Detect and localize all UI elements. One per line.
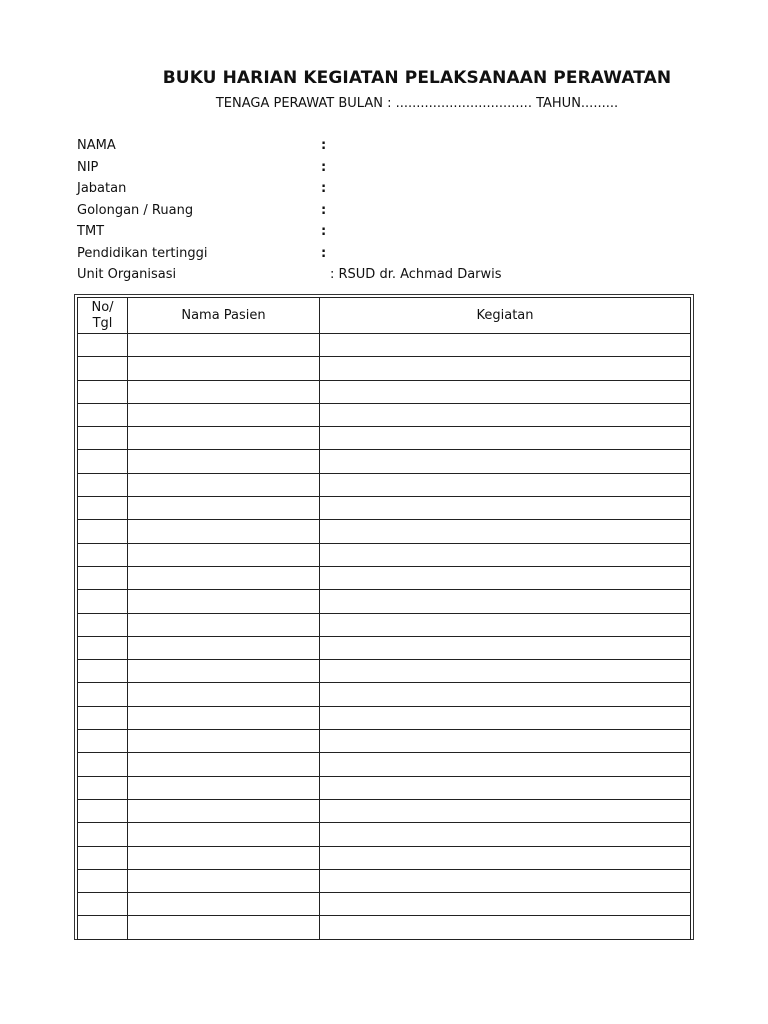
cell-no-tgl[interactable] bbox=[78, 613, 128, 636]
field-colon: : bbox=[321, 245, 327, 261]
header-kegiatan: Kegiatan bbox=[320, 298, 691, 334]
field-row-nama bbox=[77, 135, 697, 157]
cell-nama-pasien[interactable] bbox=[128, 683, 320, 706]
table-row bbox=[78, 450, 691, 473]
field-colon: : bbox=[321, 159, 327, 175]
cell-kegiatan[interactable] bbox=[320, 730, 691, 753]
header-tgl-label: Tgl bbox=[92, 315, 113, 331]
table-row bbox=[78, 427, 691, 450]
cell-kegiatan[interactable] bbox=[320, 660, 691, 683]
field-value[interactable]: : RSUD dr. Achmad Darwis bbox=[330, 267, 502, 282]
cell-kegiatan[interactable] bbox=[320, 636, 691, 659]
cell-kegiatan[interactable] bbox=[320, 893, 691, 916]
cell-kegiatan[interactable] bbox=[320, 776, 691, 799]
table-header-row bbox=[78, 298, 691, 334]
cell-kegiatan[interactable] bbox=[320, 357, 691, 380]
table-row bbox=[78, 660, 691, 683]
cell-kegiatan[interactable] bbox=[320, 799, 691, 822]
cell-no-tgl[interactable] bbox=[78, 636, 128, 659]
table-row bbox=[78, 497, 691, 520]
field-row-golongan bbox=[77, 200, 697, 222]
cell-kegiatan[interactable] bbox=[320, 823, 691, 846]
cell-nama-pasien[interactable] bbox=[128, 660, 320, 683]
cell-no-tgl[interactable] bbox=[78, 846, 128, 869]
field-row-nip bbox=[77, 157, 697, 179]
cell-nama-pasien[interactable] bbox=[128, 823, 320, 846]
cell-nama-pasien[interactable] bbox=[128, 403, 320, 426]
table-row bbox=[78, 823, 691, 846]
table-row bbox=[78, 566, 691, 589]
field-colon: : bbox=[321, 181, 327, 196]
table-row bbox=[78, 869, 691, 892]
cell-no-tgl[interactable] bbox=[78, 450, 128, 473]
cell-nama-pasien[interactable] bbox=[128, 520, 320, 543]
header-nama-pasien: Nama Pasien bbox=[128, 298, 320, 334]
cell-nama-pasien[interactable] bbox=[128, 753, 320, 776]
field-label: NAMA bbox=[77, 138, 116, 153]
cell-kegiatan[interactable] bbox=[320, 520, 691, 543]
cell-nama-pasien[interactable] bbox=[128, 730, 320, 753]
document-title: BUKU HARIAN KEGIATAN PELAKSANAAN PERAWATAN bbox=[162, 68, 672, 88]
cell-no-tgl[interactable] bbox=[78, 403, 128, 426]
table-row bbox=[78, 893, 691, 916]
cell-no-tgl[interactable] bbox=[78, 869, 128, 892]
cell-nama-pasien[interactable] bbox=[128, 566, 320, 589]
cell-no-tgl[interactable] bbox=[78, 590, 128, 613]
cell-nama-pasien[interactable] bbox=[128, 916, 320, 939]
field-colon: : bbox=[321, 202, 327, 218]
cell-no-tgl[interactable] bbox=[78, 566, 128, 589]
activity-log-table-frame bbox=[74, 294, 694, 940]
field-row-tmt bbox=[77, 221, 697, 243]
cell-nama-pasien[interactable] bbox=[128, 334, 320, 357]
cell-kegiatan[interactable] bbox=[320, 916, 691, 939]
cell-kegiatan[interactable] bbox=[320, 543, 691, 566]
cell-no-tgl[interactable] bbox=[78, 427, 128, 450]
field-label: Golongan / Ruang bbox=[77, 202, 194, 218]
header-no-tgl bbox=[78, 298, 128, 334]
field-row-pendidikan bbox=[77, 243, 697, 265]
cell-kegiatan[interactable] bbox=[320, 683, 691, 706]
table-row bbox=[78, 357, 691, 380]
cell-no-tgl[interactable] bbox=[78, 683, 128, 706]
cell-nama-pasien[interactable] bbox=[128, 543, 320, 566]
cell-no-tgl[interactable] bbox=[78, 660, 128, 683]
cell-kegiatan[interactable] bbox=[320, 334, 691, 357]
cell-nama-pasien[interactable] bbox=[128, 450, 320, 473]
field-colon: : bbox=[321, 224, 327, 239]
cell-no-tgl[interactable] bbox=[78, 799, 128, 822]
cell-kegiatan[interactable] bbox=[320, 497, 691, 520]
field-label: NIP bbox=[77, 159, 99, 175]
field-label: Unit Organisasi bbox=[77, 267, 177, 282]
table-row bbox=[78, 473, 691, 496]
table-row bbox=[78, 613, 691, 636]
table-row bbox=[78, 730, 691, 753]
identity-fields bbox=[77, 135, 697, 286]
cell-nama-pasien[interactable] bbox=[128, 846, 320, 869]
field-row-jabatan bbox=[77, 178, 697, 200]
table-row bbox=[78, 543, 691, 566]
table-row bbox=[78, 753, 691, 776]
field-colon: : bbox=[321, 138, 327, 153]
cell-no-tgl[interactable] bbox=[78, 730, 128, 753]
cell-kegiatan[interactable] bbox=[320, 753, 691, 776]
table-row bbox=[78, 590, 691, 613]
table-row bbox=[78, 334, 691, 357]
cell-no-tgl[interactable] bbox=[78, 473, 128, 496]
table-row bbox=[78, 916, 691, 939]
cell-nama-pasien[interactable] bbox=[128, 357, 320, 380]
cell-no-tgl[interactable] bbox=[78, 520, 128, 543]
cell-kegiatan[interactable] bbox=[320, 590, 691, 613]
cell-nama-pasien[interactable] bbox=[128, 706, 320, 729]
cell-kegiatan[interactable] bbox=[320, 613, 691, 636]
cell-nama-pasien[interactable] bbox=[128, 427, 320, 450]
cell-nama-pasien[interactable] bbox=[128, 776, 320, 799]
cell-kegiatan[interactable] bbox=[320, 380, 691, 403]
cell-nama-pasien[interactable] bbox=[128, 473, 320, 496]
cell-kegiatan[interactable] bbox=[320, 846, 691, 869]
field-row-unit-organisasi bbox=[77, 264, 697, 286]
cell-no-tgl[interactable] bbox=[78, 776, 128, 799]
cell-no-tgl[interactable] bbox=[78, 357, 128, 380]
cell-no-tgl[interactable] bbox=[78, 543, 128, 566]
cell-nama-pasien[interactable] bbox=[128, 380, 320, 403]
table-row bbox=[78, 776, 691, 799]
cell-kegiatan[interactable] bbox=[320, 427, 691, 450]
field-label: TMT bbox=[77, 224, 105, 239]
field-label: Jabatan bbox=[77, 181, 127, 196]
header-no-label: No/ bbox=[91, 299, 114, 315]
cell-kegiatan[interactable] bbox=[320, 706, 691, 729]
cell-nama-pasien[interactable] bbox=[128, 869, 320, 892]
cell-no-tgl[interactable] bbox=[78, 753, 128, 776]
cell-kegiatan[interactable] bbox=[320, 869, 691, 892]
table-body bbox=[78, 334, 691, 940]
cell-no-tgl[interactable] bbox=[78, 823, 128, 846]
cell-no-tgl[interactable] bbox=[78, 497, 128, 520]
table-row bbox=[78, 683, 691, 706]
cell-no-tgl[interactable] bbox=[78, 893, 128, 916]
cell-nama-pasien[interactable] bbox=[128, 497, 320, 520]
document-subtitle: TENAGA PERAWAT BULAN : ................................. TAHUN......... bbox=[215, 96, 619, 111]
cell-no-tgl[interactable] bbox=[78, 334, 128, 357]
cell-nama-pasien[interactable] bbox=[128, 893, 320, 916]
cell-nama-pasien[interactable] bbox=[128, 799, 320, 822]
table-row bbox=[78, 706, 691, 729]
cell-no-tgl[interactable] bbox=[78, 380, 128, 403]
cell-kegiatan[interactable] bbox=[320, 473, 691, 496]
activity-log-table bbox=[77, 297, 691, 940]
field-label: Pendidikan tertinggi bbox=[77, 245, 208, 261]
cell-nama-pasien[interactable] bbox=[128, 613, 320, 636]
cell-nama-pasien[interactable] bbox=[128, 590, 320, 613]
cell-no-tgl[interactable] bbox=[78, 916, 128, 939]
table-row bbox=[78, 380, 691, 403]
table-row bbox=[78, 520, 691, 543]
cell-kegiatan[interactable] bbox=[320, 403, 691, 426]
cell-kegiatan[interactable] bbox=[320, 450, 691, 473]
table-row bbox=[78, 403, 691, 426]
cell-kegiatan[interactable] bbox=[320, 566, 691, 589]
table-row bbox=[78, 846, 691, 869]
table-row bbox=[78, 799, 691, 822]
cell-nama-pasien[interactable] bbox=[128, 636, 320, 659]
table-row bbox=[78, 636, 691, 659]
cell-no-tgl[interactable] bbox=[78, 706, 128, 729]
